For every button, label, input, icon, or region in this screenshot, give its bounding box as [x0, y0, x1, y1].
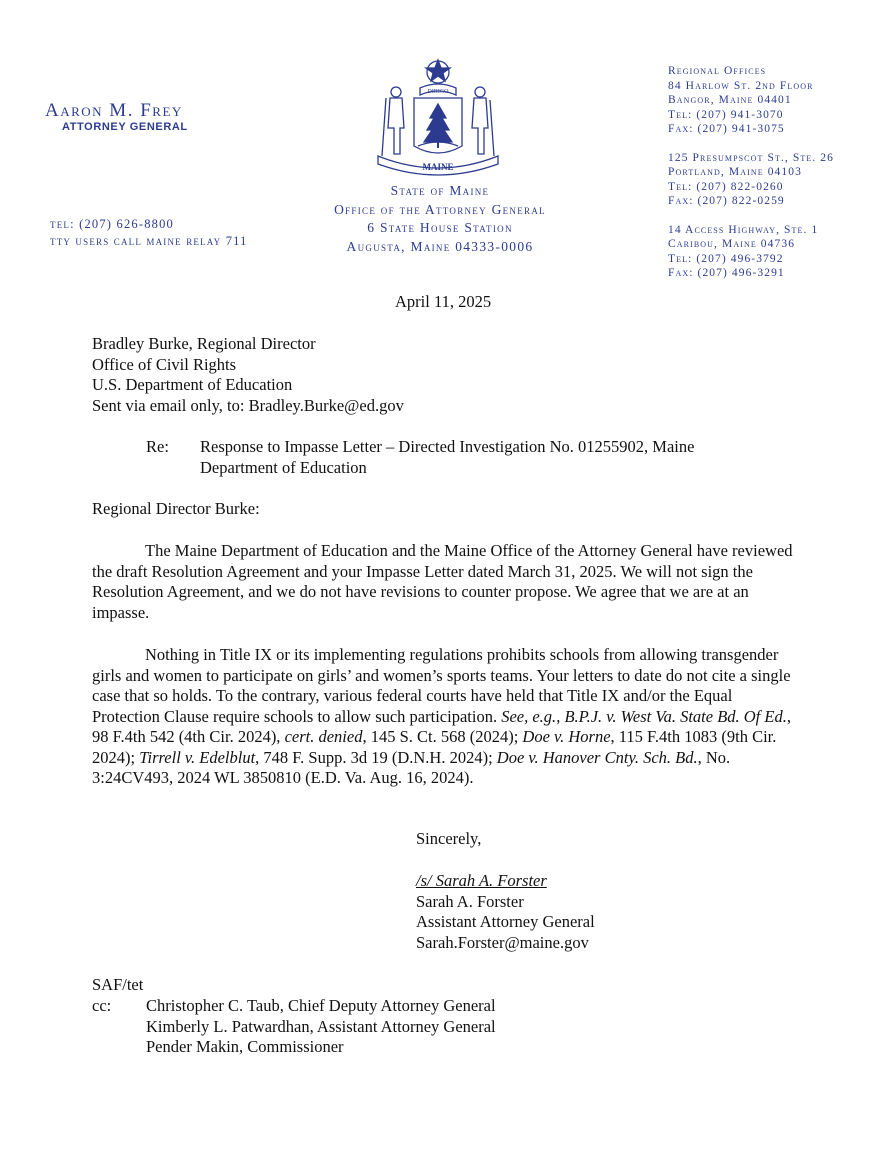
- office-city: Bangor, Maine 04401: [668, 94, 792, 106]
- citation-text: , 145 S. Ct. 568 (2024);: [362, 727, 523, 746]
- recipient-office: Office of Civil Rights: [92, 354, 237, 374]
- signature-block: [416, 871, 595, 953]
- cc-recipient: Christopher C. Taub, Chief Deputy Attorney General: [146, 996, 496, 1015]
- case-name: Doe v. Hanover Cnty. Sch. Bd.: [496, 747, 698, 767]
- case-name: Tirrell v. Edelblut: [139, 747, 256, 767]
- para2-text: Nothing in Title IX or its implementing regulations prohibits schools from allowing transgender girls and women to participate on girls’ and women’s sports teams. Your letters to date do not cite a single case that so holds. To the contrary, various federal courts have held that Title IX and/or the Equal Protection Clause require schools to allow such participation.: [92, 645, 791, 726]
- regional-office-bangor: [668, 64, 834, 137]
- office-line: Office of the Attorney General: [334, 201, 546, 217]
- state-line: State of Maine: [390, 183, 490, 198]
- recipient-block: [92, 334, 404, 416]
- regional-heading: Regional Offices: [668, 65, 767, 77]
- state-seal-icon: [372, 58, 504, 180]
- subject-line-2: Department of Education: [200, 457, 367, 477]
- regional-office-portland: [668, 151, 834, 209]
- regional-office-caribou: [668, 223, 834, 281]
- attorney-general-title: ATTORNEY GENERAL: [62, 121, 188, 133]
- office-fax: Fax: (207) 496-3291: [668, 267, 785, 279]
- office-street: 125 Presumpscot St., Ste. 26: [668, 151, 834, 164]
- citation-signal: See, e.g.: [501, 706, 557, 726]
- citation-text: , No. 3:24CV493, 2024 WL 3850810 (E.D. Va. Aug. 16, 2024).: [92, 747, 731, 787]
- office-street: 84 Harlow St. 2nd Floor: [668, 79, 814, 92]
- subject-line: [200, 437, 800, 478]
- city-line: Augusta, Maine 04333-0006: [346, 238, 534, 254]
- office-fax: Fax: (207) 822-0259: [668, 195, 785, 207]
- electronic-signature: /s/ Sarah A. Forster: [416, 871, 547, 890]
- closing: Sincerely,: [416, 829, 482, 848]
- citation-text: , 98 F.4th 542 (4th Cir. 2024),: [92, 706, 791, 746]
- case-name: B.P.J. v. West Va. State Bd. Of Ed.: [564, 706, 787, 726]
- re-label: Re:: [146, 437, 169, 456]
- office-tel: Tel: (207) 941-3070: [668, 108, 784, 121]
- office-tel: Tel: (207) 496-3792: [668, 252, 784, 265]
- office-fax: Fax: (207) 941-3075: [668, 123, 785, 135]
- paragraph-1-text: The Maine Department of Education and the Maine Office of the Attorney General have reviewed the draft Resolution Agreement and your Impasse Letter dated March 31, 2025. We will not sign the Resolution Agreement, and we do not have revisions to counter propose. We agree that we are at an impasse.: [92, 541, 793, 622]
- case-name: Doe v. Horne: [522, 727, 611, 746]
- recipient-email-line: Sent via email only, to: Bradley.Burke@ed.gov: [92, 395, 404, 415]
- paragraph-1: [92, 541, 798, 623]
- office-street: 14 Access Highway, Ste. 1: [668, 223, 819, 236]
- typist-initials: SAF/tet: [92, 975, 144, 994]
- station-line: 6 State House Station: [367, 220, 513, 235]
- seal-motto: DIRIGO: [427, 89, 449, 95]
- seal-maine-text: MAINE: [422, 162, 454, 172]
- office-tel: Tel: (207) 822-0260: [668, 180, 784, 193]
- regional-offices: [668, 64, 834, 295]
- paragraph-2: [92, 645, 798, 789]
- cert-denied: cert. denied: [284, 727, 363, 746]
- citation-text: , 115 F.4th 1083 (9th Cir. 2024);: [92, 727, 777, 767]
- subject-line-1: Response to Impasse Letter – Directed Investigation No. 01255902, Maine: [200, 437, 695, 456]
- recipient-name: Bradley Burke, Regional Director: [92, 334, 316, 353]
- attorney-general-name: Aaron M. Frey: [45, 100, 183, 121]
- office-city: Portland, Maine 04103: [668, 166, 802, 178]
- cc-label: cc:: [92, 996, 112, 1015]
- letter-date: April 11, 2025: [395, 292, 492, 311]
- citation-text: , 748 F. Supp. 3d 19 (D.N.H. 2024);: [255, 747, 497, 767]
- office-address-block: [305, 182, 575, 256]
- office-city: Caribou, Maine 04736: [668, 238, 796, 250]
- cc-recipient: Kimberly L. Patwardhan, Assistant Attorney General: [146, 1016, 496, 1036]
- cc-recipient: Pender Makin, Commissioner: [146, 1037, 344, 1056]
- tty-relay: tty users call maine relay 711: [50, 234, 248, 248]
- signer-name: Sarah A. Forster: [416, 891, 524, 911]
- main-contact: [50, 216, 248, 250]
- salutation: Regional Director Burke:: [92, 499, 260, 518]
- cc-list: [146, 996, 496, 1058]
- recipient-department: U.S. Department of Education: [92, 375, 293, 394]
- signer-email: Sarah.Forster@maine.gov: [416, 932, 589, 952]
- para2-text: ,: [556, 706, 565, 726]
- main-telephone: tel: (207) 626-8800: [50, 217, 175, 231]
- signer-title: Assistant Attorney General: [416, 912, 595, 931]
